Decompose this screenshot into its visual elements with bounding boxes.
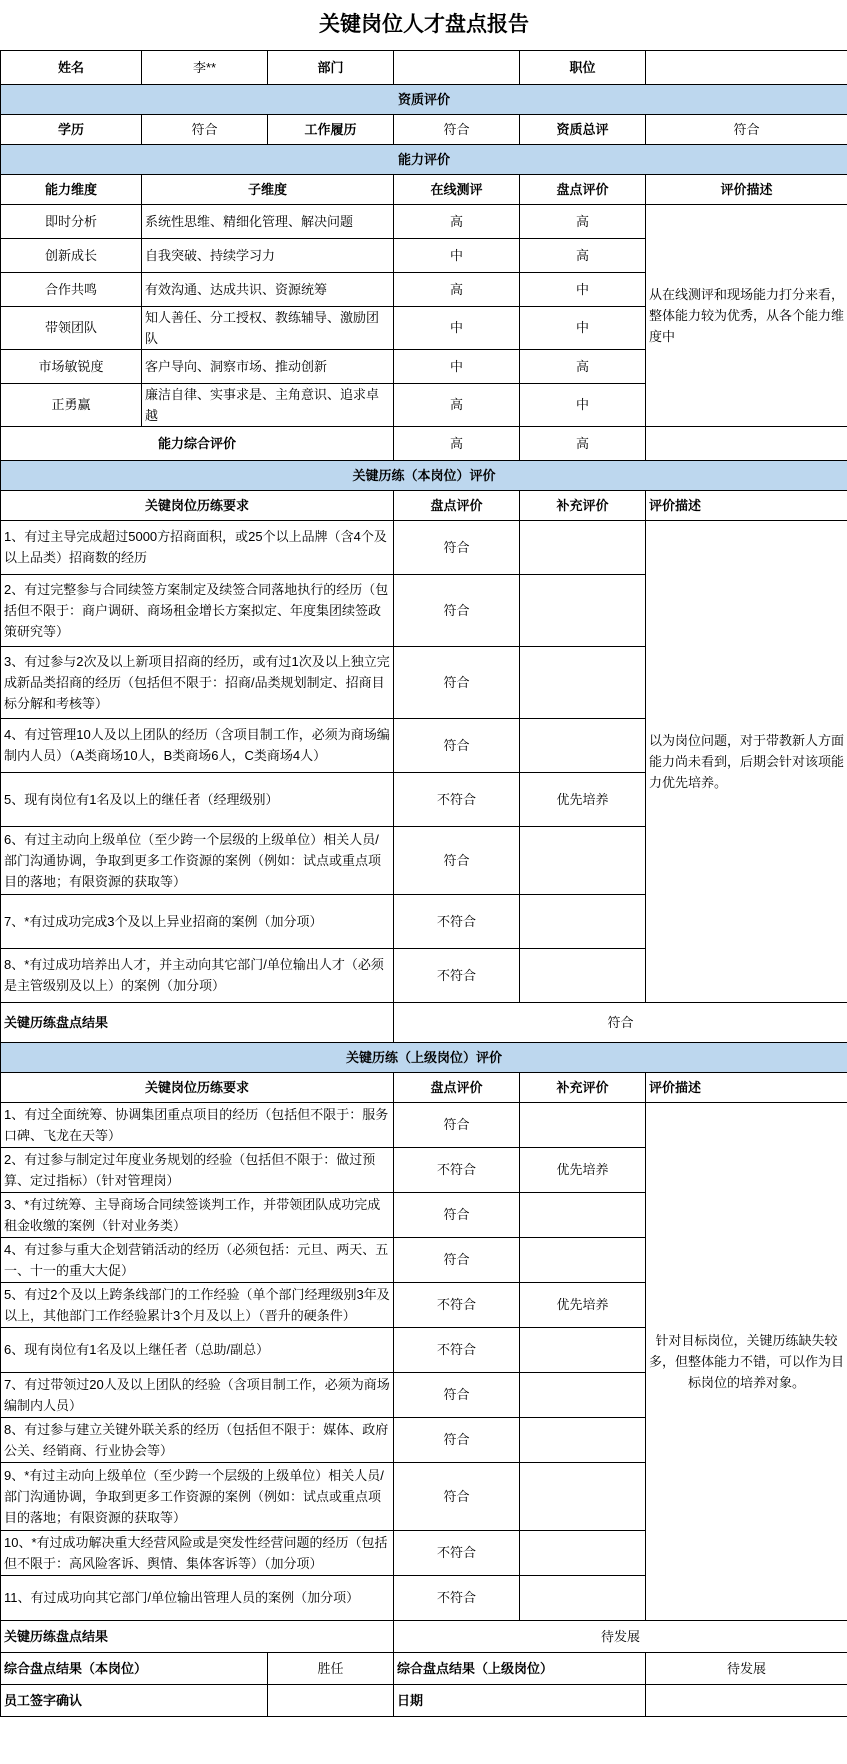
exp-upper-requirement: 8、有过参与建立关键外联关系的经历（包括但不限于：媒体、政府公关、经销商、行业协会等） <box>1 1417 394 1462</box>
exp-upper-description: 针对目标岗位，关键历练缺失较多，但整体能力不错，可以作为目标岗位的培养对象。 <box>646 1102 847 1620</box>
ability-review: 高 <box>520 238 646 272</box>
exp-current-requirement: 2、有过完整参与合同续签方案制定及续签合同落地执行的经历（包括但不限于：商户调研、商场租金增长方案拟定、年度集团续签政策研究等） <box>1 574 394 646</box>
exp-upper-review: 符合 <box>394 1102 520 1147</box>
ability-review: 中 <box>520 306 646 349</box>
ability-header-description: 评价描述 <box>646 174 847 204</box>
exp-current-review: 符合 <box>394 718 520 772</box>
exp-upper-review: 符合 <box>394 1417 520 1462</box>
page-title: 关键岗位人才盘点报告 <box>319 13 530 37</box>
exp-upper-review: 不符合 <box>394 1530 520 1575</box>
exp-current-extra <box>520 520 646 574</box>
ability-dimension: 创新成长 <box>1 238 142 272</box>
name-label: 姓名 <box>1 50 142 84</box>
exp-upper-extra <box>520 1192 646 1237</box>
exp-upper-header-description: 评价描述 <box>646 1072 847 1102</box>
qualification-section-header: 资质评价 <box>1 84 847 114</box>
ability-online: 高 <box>394 383 520 426</box>
exp-upper-requirement: 1、有过全面统筹、协调集团重点项目的经历（包括但不限于：服务口碑、飞龙在天等） <box>1 1102 394 1147</box>
employee-signature-label: 员工签字确认 <box>1 1684 268 1716</box>
ability-dimension: 带领团队 <box>1 306 142 349</box>
exp-current-review: 符合 <box>394 826 520 894</box>
ability-subdimension: 廉洁自律、实事求是、主角意识、追求卓越 <box>142 383 394 426</box>
exp-upper-extra <box>520 1417 646 1462</box>
exp-upper-requirement: 10、*有过成功解决重大经营风险或是突发性经营问题的经历（包括但不限于：高风险客诉、舆情、集体客诉等）（加分项） <box>1 1530 394 1575</box>
ability-review: 高 <box>520 204 646 238</box>
work-history-label: 工作履历 <box>268 114 394 144</box>
overall-upper-value: 待发展 <box>646 1652 847 1684</box>
ability-online: 中 <box>394 349 520 383</box>
ability-summary-online: 高 <box>394 426 520 460</box>
exp-upper-review: 不符合 <box>394 1282 520 1327</box>
ability-dimension: 市场敏锐度 <box>1 349 142 383</box>
exp-upper-requirement: 3、*有过统筹、主导商场合同续签谈判工作，并带领团队成功完成租金收缴的案例（针对业务类） <box>1 1192 394 1237</box>
exp-current-requirement: 8、*有过成功培养出人才，并主动向其它部门/单位输出人才（必须是主管级别及以上）的案例（加分项） <box>1 948 394 1002</box>
table-row <box>1 520 847 574</box>
exp-upper-extra <box>520 1102 646 1147</box>
exp-current-description: 以为岗位问题，对于带教新人方面能力尚未看到，后期会针对该项能力优先培养。 <box>646 520 847 1002</box>
edu-value: 符合 <box>142 114 268 144</box>
exp-upper-requirement: 9、*有过主动向上级单位（至少跨一个层级的上级单位）相关人员/部门沟通协调，争取到更多工作资源的案例（例如：试点或重点项目的落地；有限资源的获取等） <box>1 1462 394 1530</box>
ability-online: 高 <box>394 272 520 306</box>
exp-current-header-requirement: 关键岗位历练要求 <box>1 490 394 520</box>
exp-current-requirement: 7、*有过成功完成3个及以上异业招商的案例（加分项） <box>1 894 394 948</box>
exp-upper-result-label: 关键历练盘点结果 <box>1 1620 394 1652</box>
exp-upper-review: 不符合 <box>394 1575 520 1620</box>
ability-header-online: 在线测评 <box>394 174 520 204</box>
work-history-value: 符合 <box>394 114 520 144</box>
exp-upper-extra: 优先培养 <box>520 1147 646 1192</box>
exp-current-extra <box>520 646 646 718</box>
ability-section-header: 能力评价 <box>1 144 847 174</box>
exp-upper-requirement: 6、现有岗位有1名及以上继任者（总助/副总） <box>1 1327 394 1372</box>
ability-header-dimension: 能力维度 <box>1 174 142 204</box>
ability-dimension: 即时分析 <box>1 204 142 238</box>
ability-summary-blank <box>646 426 847 460</box>
exp-upper-extra <box>520 1530 646 1575</box>
exp-upper-requirement: 7、有过带领过20人及以上团队的经验（含项目制工作，必须为商场编制内人员） <box>1 1372 394 1417</box>
exp-current-review: 不符合 <box>394 894 520 948</box>
experience-current-section-header: 关键历练（本岗位）评价 <box>1 460 847 490</box>
exp-current-header-review: 盘点评价 <box>394 490 520 520</box>
exp-current-extra <box>520 826 646 894</box>
exp-upper-extra <box>520 1237 646 1282</box>
ability-online: 中 <box>394 306 520 349</box>
ability-summary-review: 高 <box>520 426 646 460</box>
exp-upper-review: 符合 <box>394 1192 520 1237</box>
exp-current-requirement: 5、现有岗位有1名及以上的继任者（经理级别） <box>1 772 394 826</box>
exp-upper-review: 不符合 <box>394 1327 520 1372</box>
exp-current-review: 符合 <box>394 574 520 646</box>
exp-upper-header-requirement: 关键岗位历练要求 <box>1 1072 394 1102</box>
ability-description: 从在线测评和现场能力打分来看，整体能力较为优秀，从各个能力维度中 <box>646 204 847 426</box>
overall-current-label: 综合盘点结果（本岗位） <box>1 1652 268 1684</box>
date-label: 日期 <box>394 1684 646 1716</box>
exp-current-result-label: 关键历练盘点结果 <box>1 1002 394 1042</box>
exp-upper-requirement: 4、有过参与重大企划营销活动的经历（必须包括：元旦、两天、五一、十一的重大大促） <box>1 1237 394 1282</box>
name-value: 李** <box>142 50 268 84</box>
exp-current-review: 符合 <box>394 520 520 574</box>
exp-current-result-value: 符合 <box>394 1002 847 1042</box>
ability-dimension: 正勇赢 <box>1 383 142 426</box>
exp-upper-review: 不符合 <box>394 1147 520 1192</box>
exp-current-extra <box>520 574 646 646</box>
ability-header-subdimension: 子维度 <box>142 174 394 204</box>
ability-summary-label: 能力综合评价 <box>1 426 394 460</box>
table-row <box>1 204 847 238</box>
exp-current-extra <box>520 718 646 772</box>
exp-upper-review: 符合 <box>394 1237 520 1282</box>
ability-subdimension: 客户导向、洞察市场、推动创新 <box>142 349 394 383</box>
ability-online: 中 <box>394 238 520 272</box>
exp-upper-extra <box>520 1462 646 1530</box>
ability-subdimension: 有效沟通、达成共识、资源统筹 <box>142 272 394 306</box>
exp-upper-extra <box>520 1372 646 1417</box>
dept-label: 部门 <box>268 50 394 84</box>
exp-upper-requirement: 5、有过2个及以上跨条线部门的工作经验（单个部门经理级别3年及以上，其他部门工作经验累计3个月及以上）（晋升的硬条件） <box>1 1282 394 1327</box>
exp-current-extra: 优先培养 <box>520 772 646 826</box>
ability-online: 高 <box>394 204 520 238</box>
experience-upper-section-header: 关键历练（上级岗位）评价 <box>1 1042 847 1072</box>
overall-current-value: 胜任 <box>268 1652 394 1684</box>
exp-current-requirement: 3、有过参与2次及以上新项目招商的经历，或有过1次及以上独立完成新品类招商的经历（包括但不限于：招商/品类规划制定、招商目标分解和考核等） <box>1 646 394 718</box>
exp-upper-extra <box>520 1327 646 1372</box>
exp-upper-review: 符合 <box>394 1372 520 1417</box>
ability-review: 中 <box>520 272 646 306</box>
qualification-total-label: 资质总评 <box>520 114 646 144</box>
exp-current-header-description: 评价描述 <box>646 490 847 520</box>
table-row <box>1 1102 847 1147</box>
exp-upper-requirement: 11、有过成功向其它部门/单位输出管理人员的案例（加分项） <box>1 1575 394 1620</box>
exp-current-requirement: 6、有过主动向上级单位（至少跨一个层级的上级单位）相关人员/部门沟通协调，争取到更多工作资源的案例（例如：试点或重点项目的落地；有限资源的获取等） <box>1 826 394 894</box>
exp-current-header-extra: 补充评价 <box>520 490 646 520</box>
ability-dimension: 合作共鸣 <box>1 272 142 306</box>
exp-current-requirement: 1、有过主导完成超过5000方招商面积，或25个以上品牌（含4个及以上品类）招商数的经历 <box>1 520 394 574</box>
ability-subdimension: 知人善任、分工授权、教练辅导、激励团队 <box>142 306 394 349</box>
exp-current-extra <box>520 948 646 1002</box>
exp-upper-result-value: 待发展 <box>394 1620 847 1652</box>
qualification-total-value: 符合 <box>646 114 847 144</box>
exp-upper-requirement: 2、有过参与制定过年度业务规划的经验（包括但不限于：做过预算、定过指标）（针对管理岗） <box>1 1147 394 1192</box>
ability-header-review: 盘点评价 <box>520 174 646 204</box>
dept-value <box>394 50 520 84</box>
ability-subdimension: 自我突破、持续学习力 <box>142 238 394 272</box>
employee-signature-field[interactable] <box>268 1684 394 1716</box>
exp-upper-extra <box>520 1575 646 1620</box>
overall-upper-label: 综合盘点结果（上级岗位） <box>394 1652 646 1684</box>
exp-upper-review: 符合 <box>394 1462 520 1530</box>
ability-subdimension: 系统性思维、精细化管理、解决问题 <box>142 204 394 238</box>
position-value <box>646 50 847 84</box>
ability-review: 高 <box>520 349 646 383</box>
ability-review: 中 <box>520 383 646 426</box>
position-label: 职位 <box>520 50 646 84</box>
exp-current-requirement: 4、有过管理10人及以上团队的经历（含项目制工作，必须为商场编制内人员）（A类商场10人，B类商场6人，C类商场4人） <box>1 718 394 772</box>
exp-upper-header-extra: 补充评价 <box>520 1072 646 1102</box>
exp-upper-header-review: 盘点评价 <box>394 1072 520 1102</box>
exp-current-review: 不符合 <box>394 772 520 826</box>
date-field[interactable] <box>646 1684 847 1716</box>
exp-upper-extra: 优先培养 <box>520 1282 646 1327</box>
exp-current-review: 符合 <box>394 646 520 718</box>
exp-current-extra <box>520 894 646 948</box>
edu-label: 学历 <box>1 114 142 144</box>
exp-current-review: 不符合 <box>394 948 520 1002</box>
